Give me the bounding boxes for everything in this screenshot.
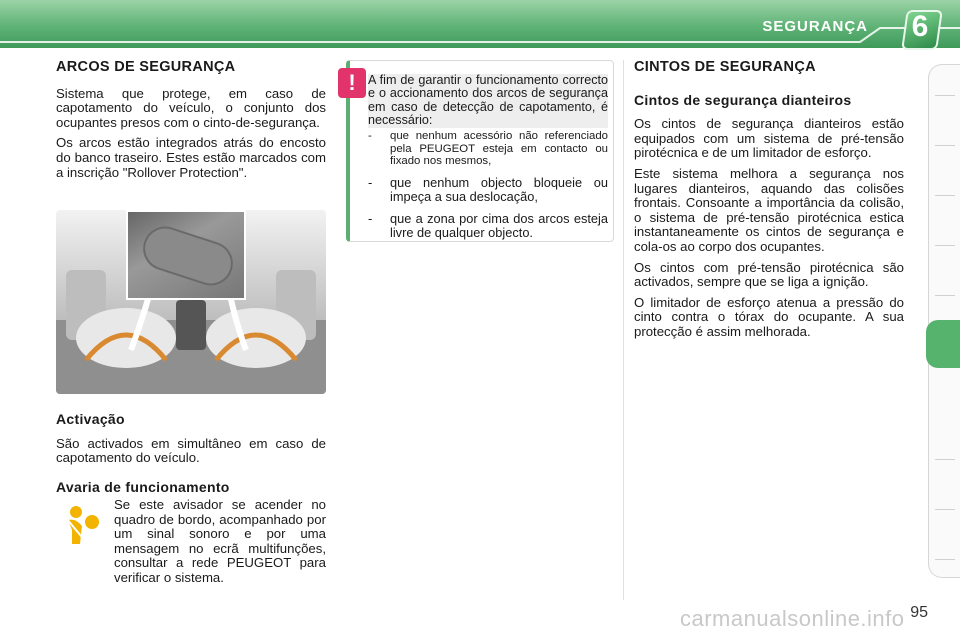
tab-divider: [935, 559, 955, 560]
subsection-title: Avaria de funcionamento: [56, 478, 230, 495]
list-item: - que nenhum acessório não referenciado pela PEUGEOT esteja em contacto ou fixado nos mesmos,: [368, 130, 608, 168]
paragraph: Sistema que protege, em caso de capotamento do veículo, o conjunto dos ocupantes presos com o cinto-de-segurança.: [56, 85, 326, 130]
section-title: CINTOS DE SEGURANÇA: [634, 59, 816, 75]
list-item: - que nenhum objecto bloqueie ou impeça a sua deslocação,: [368, 174, 608, 204]
paragraph: Os arcos estão integrados atrás do encosto do banco traseiro. Estes estão marcados com a inscrição "Rollover Protection".: [56, 135, 326, 180]
tab-divider: [935, 245, 955, 246]
warning-intro: A fim de garantir o funcionamento correcto e o accionamento dos arcos de segurança em caso de detecção de capotamento, é necessário:: [368, 73, 608, 128]
rollover-bars-photo: [56, 210, 326, 394]
tab-divider: [935, 195, 955, 196]
section-title: ARCOS DE SEGURANÇA: [56, 59, 236, 75]
column-divider: [623, 60, 624, 600]
subsection-title: Activação: [56, 411, 125, 427]
chapter-number: 6: [911, 10, 929, 43]
watermark: carmanualsonline.info: [680, 606, 905, 631]
subsection-title: Cintos de segurança dianteiros: [634, 91, 852, 108]
tab-divider: [935, 459, 955, 460]
seatbelt-airbag-icon: [62, 504, 102, 548]
rollover-protection-plate: [137, 221, 238, 291]
paragraph: Os cintos com pré-tensão pirotécnica são activados, sempre que se liga a ignição.: [634, 259, 904, 290]
seatbelt-section: [634, 60, 904, 346]
inset-label-closeup: [126, 210, 246, 300]
list-item: - que a zona por cima dos arcos esteja livre de qualquer objecto.: [368, 210, 608, 240]
warning-exclamation-icon: !: [338, 68, 366, 98]
paragraph: Os cintos de segurança dianteiros estão equipados com um sistema de pré-tensão pirotécnica e de um limitador de esforço.: [634, 116, 904, 161]
tab-divider: [935, 145, 955, 146]
paragraph: Este sistema melhora a segurança nos lugares dianteiros, aquando das colisões frontais. Consoante a importância da colisão, o sistema de pré-tensão pirotécnica estica instantaneamente os cintos de segurança e cola-os ao corpo dos ocupantes.: [634, 165, 904, 254]
tab-divider: [935, 509, 955, 510]
tab-divider: [935, 95, 955, 96]
tab-divider: [935, 295, 955, 296]
chapter-title: SEGURANÇA: [762, 18, 868, 35]
paragraph: São activados em simultâneo em caso de capotamento do veículo.: [56, 435, 326, 466]
paragraph: O limitador de esforço atenua a pressão do cinto contra o tórax do ocupante. A sua protecção é assim melhorada.: [634, 294, 904, 339]
warning-list: [368, 130, 608, 248]
rollover-section: [56, 60, 326, 186]
chapter-tab-active[interactable]: [926, 320, 960, 368]
malfunction-text: Se este avisador se acender no quadro de bordo, acompanhado por um sinal sonoro e por uma mensagem no ecrã multifunções, consultar a rede PEUGEOT para verificar o sistema.: [114, 497, 326, 585]
page-number: 95: [910, 604, 928, 621]
activation-section: [56, 402, 326, 504]
